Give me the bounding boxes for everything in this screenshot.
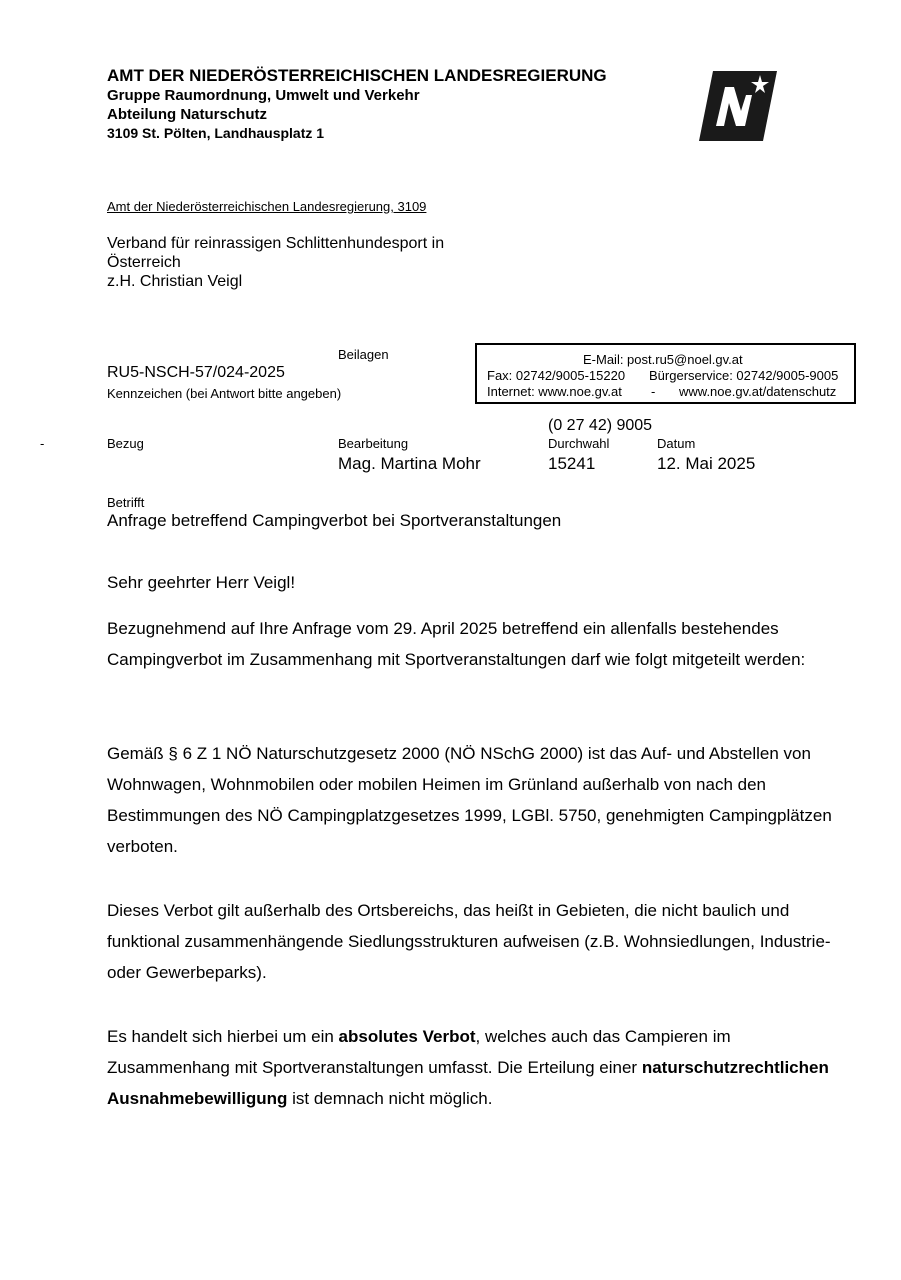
paragraph-1: [107, 613, 847, 675]
bezug-label: Bezug: [107, 436, 144, 451]
paragraph-4-part-c: , welches auch das Campieren im Zusammenhang mit Sportveranstaltungen umfasst. Die Erteilung einer: [107, 1027, 731, 1077]
salutation-text: Sehr geehrter Herr Veigl!: [107, 573, 296, 592]
reference-number: RU5-NSCH-57/024-2025: [107, 364, 285, 381]
paragraph-4-bold-exception: naturschutzrechtlichen Ausnahmebewilligung: [107, 1058, 829, 1108]
subject-label: Betrifft: [107, 495, 145, 510]
noe-logo-icon: [699, 71, 777, 141]
paragraph-2: [107, 738, 847, 862]
header-org: AMT DER NIEDERÖSTERREICHISCHEN LANDESREGIERUNG: [107, 66, 607, 85]
contact-buergerservice: Bürgerservice: 02742/9005-9005: [649, 368, 839, 383]
contact-email: E-Mail: post.ru5@noel.gv.at: [583, 352, 743, 367]
header-address: 3109 St. Pölten, Landhausplatz 1: [107, 125, 325, 141]
paragraph-4-text: [107, 1021, 847, 1114]
salutation: [107, 567, 847, 598]
header-department: Abteilung Naturschutz: [107, 106, 267, 123]
margin-dash: -: [40, 436, 45, 451]
durchwahl-value: 15241: [548, 454, 596, 473]
paragraph-3-text: Dieses Verbot gilt außerhalb des Ortsbereichs, das heißt in Gebieten, die nicht baulich und funktional zusammenhängende Siedlungsstrukturen aufweisen (z.B. Wohnsiedlungen, Industrie- oder Gewerbeparks).: [107, 901, 831, 982]
contact-internet: Internet: www.noe.gv.at: [487, 384, 622, 399]
paragraph-3: [107, 895, 847, 988]
paragraph-4-bold-absolute: absolutes Verbot: [338, 1027, 476, 1046]
datum-value: 12. Mai 2025: [657, 454, 756, 473]
paragraph-1-text: Bezugnehmend auf Ihre Anfrage vom 29. April 2025 betreffend ein allenfalls bestehendes Campingverbot im Zusammenhang mit Sportveranstaltungen darf wie folgt mitgeteilt werden:: [107, 619, 806, 669]
subject-text: Anfrage betreffend Campingverbot bei Sportveranstaltungen: [107, 511, 562, 530]
bearbeitung-value: Mag. Martina Mohr: [338, 454, 481, 473]
paragraph-2-text: Gemäß § 6 Z 1 NÖ Naturschutzgesetz 2000 (NÖ NSchG 2000) ist das Auf- und Abstellen von Wohnwagen, Wohnmobilen oder mobilen Heimen im Grünland außerhalb von nach den Bestimmungen des NÖ Campingplatzgesetzes 1999, LGBl. 5750, genehmigten Campingplätzen verboten.: [107, 744, 832, 856]
recipient-line-3: z.H. Christian Veigl: [107, 273, 243, 290]
paragraph-4-part-a: Es handelt sich hierbei um ein: [107, 1027, 339, 1046]
paragraph-4: [107, 1021, 847, 1114]
contact-box: [475, 343, 856, 404]
phone-prefix: (0 27 42) 9005: [548, 417, 653, 434]
bearbeitung-label: Bearbeitung: [338, 436, 409, 451]
beilagen-label: Beilagen: [338, 347, 389, 362]
paragraph-4-part-e: ist demnach nicht möglich.: [287, 1089, 493, 1108]
contact-separator: -: [651, 384, 656, 399]
contact-datenschutz: www.noe.gv.at/datenschutz: [679, 384, 837, 399]
recipient-line-2: Österreich: [107, 254, 181, 271]
recipient-line-1: Verband für reinrassigen Schlittenhundesport in: [107, 235, 445, 252]
reference-note: Kennzeichen (bei Antwort bitte angeben): [107, 386, 342, 401]
header-group: Gruppe Raumordnung, Umwelt und Verkehr: [107, 87, 420, 104]
durchwahl-label: Durchwahl: [548, 436, 610, 451]
datum-label: Datum: [657, 436, 696, 451]
contact-fax: Fax: 02742/9005-15220: [487, 368, 626, 383]
sender-line: Amt der Niederösterreichischen Landesregierung, 3109: [107, 199, 427, 214]
